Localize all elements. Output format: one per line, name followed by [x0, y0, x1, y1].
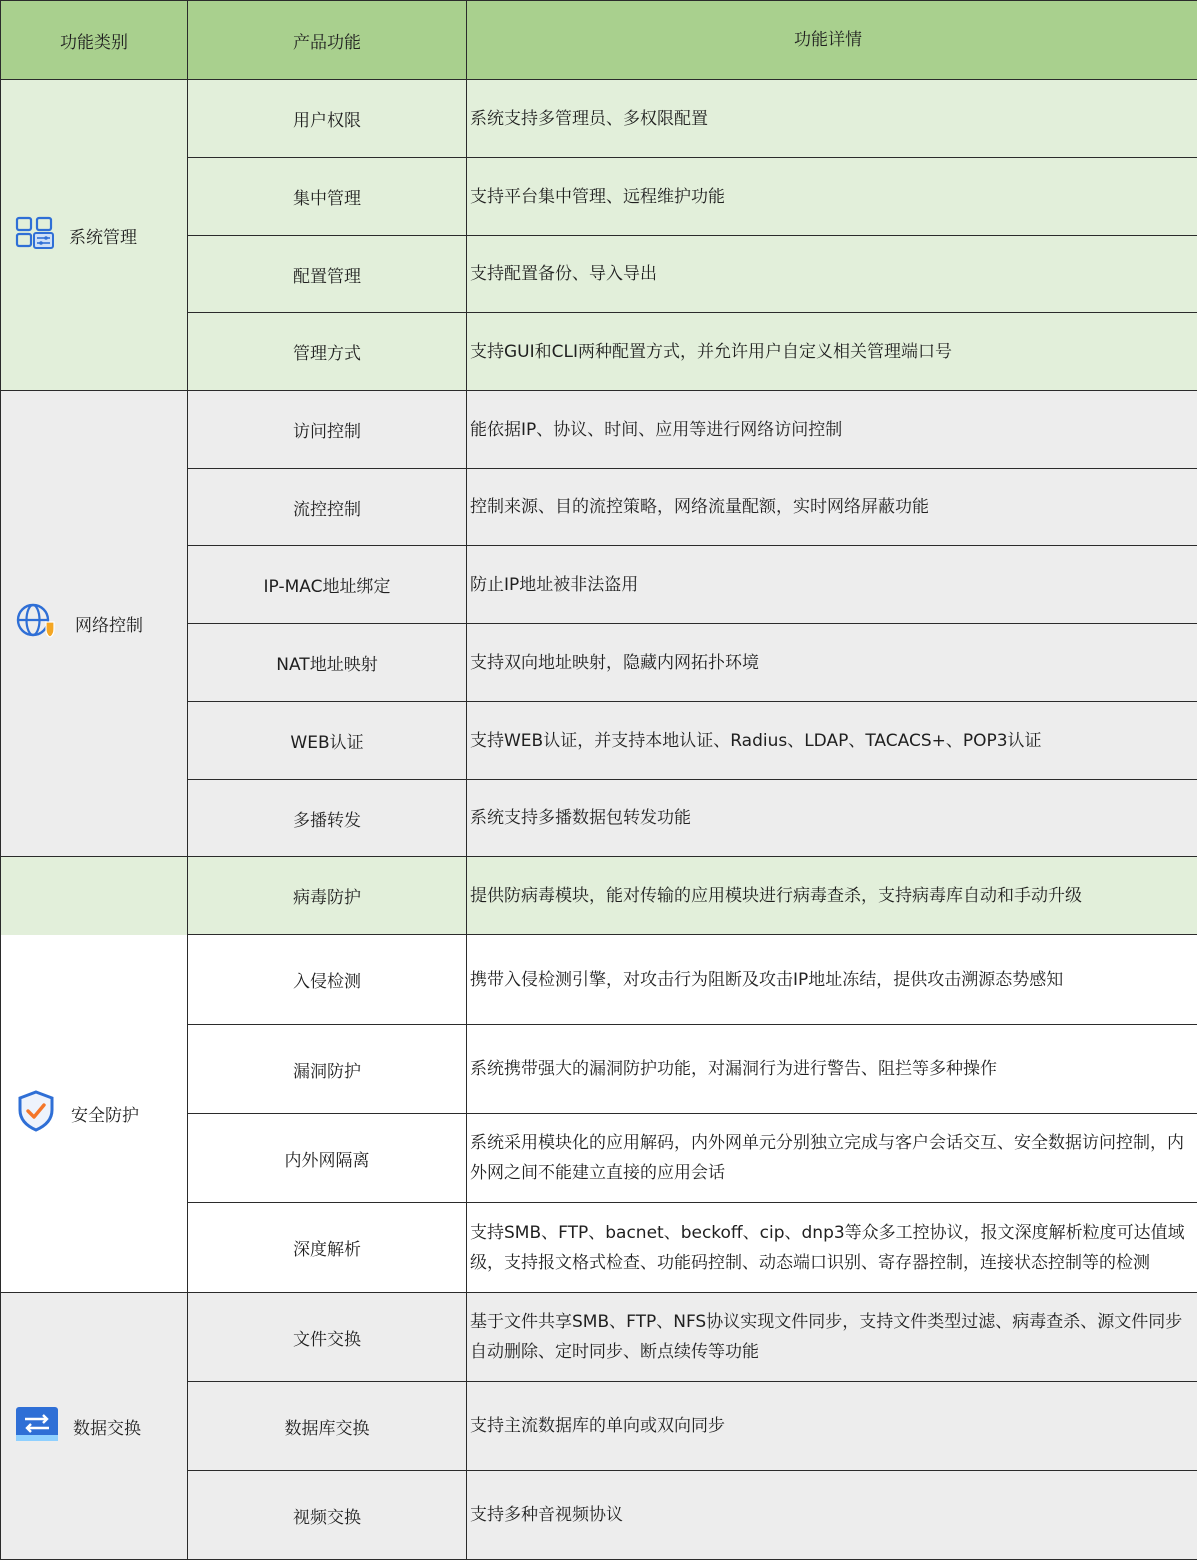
category-label: 数据交换 — [73, 1418, 141, 1439]
detail-cell: 防止IP地址被非法盗用 — [467, 546, 1197, 624]
header-category: 功能类别 — [1, 1, 188, 80]
category-label: 安全防护 — [71, 1106, 139, 1126]
header-feature: 产品功能 — [188, 1, 467, 80]
detail-cell: 系统采用模块化的应用解码，内外网单元分别独立完成与客户会话交互、安全数据访问控制，内外网之间不能建立直接的应用会话 — [467, 1114, 1197, 1203]
shield-check-icon — [15, 1089, 57, 1138]
feature-cell: 文件交换 — [188, 1293, 467, 1382]
detail-cell: 支持GUI和CLI两种配置方式，并允许用户自定义相关管理端口号 — [467, 313, 1197, 391]
feature-cell: 深度解析 — [188, 1203, 467, 1293]
detail-cell: 携带入侵检测引擎，对攻击行为阻断及攻击IP地址冻结，提供攻击溯源态势感知 — [467, 935, 1197, 1025]
feature-cell: 多播转发 — [188, 780, 467, 857]
category-data-exchange — [1, 1293, 188, 1560]
detail-cell: 支持平台集中管理、远程维护功能 — [467, 158, 1197, 236]
feature-cell: 病毒防护 — [188, 857, 467, 935]
feature-cell: 漏洞防护 — [188, 1025, 467, 1114]
feature-cell: WEB认证 — [188, 702, 467, 780]
detail-cell: 支持主流数据库的单向或双向同步 — [467, 1382, 1197, 1471]
category-label: 系统管理 — [69, 227, 137, 248]
category-network-control — [1, 391, 188, 857]
detail-cell: 基于文件共享SMB、FTP、NFS协议实现文件同步，支持文件类型过滤、病毒查杀、源文件同步自动删除、定时同步、断点续传等功能 — [467, 1293, 1197, 1382]
network-globe-icon — [15, 602, 61, 645]
detail-cell: 支持多种音视频协议 — [467, 1471, 1197, 1560]
feature-cell: 集中管理 — [188, 158, 467, 236]
data-exchange-icon — [15, 1406, 59, 1447]
feature-cell: NAT地址映射 — [188, 624, 467, 702]
feature-cell: 内外网隔离 — [188, 1114, 467, 1203]
detail-cell: 系统携带强大的漏洞防护功能，对漏洞行为进行警告、阻拦等多种操作 — [467, 1025, 1197, 1114]
system-management-icon — [15, 216, 55, 255]
category-spacer — [1, 857, 188, 935]
category-system-management — [1, 80, 188, 391]
detail-cell: 支持配置备份、导入导出 — [467, 236, 1197, 313]
feature-cell: 配置管理 — [188, 236, 467, 313]
detail-cell: 支持WEB认证，并支持本地认证、Radius、LDAP、TACACS+、POP3认证 — [467, 702, 1197, 780]
detail-cell: 控制来源、目的流控策略，网络流量配额，实时网络屏蔽功能 — [467, 469, 1197, 546]
detail-cell: 支持双向地址映射，隐藏内网拓扑环境 — [467, 624, 1197, 702]
header-detail: 功能详情 — [467, 1, 1197, 80]
feature-cell: 访问控制 — [188, 391, 467, 469]
detail-cell: 系统支持多管理员、多权限配置 — [467, 80, 1197, 158]
feature-cell: 视频交换 — [188, 1471, 467, 1560]
feature-cell: 入侵检测 — [188, 935, 467, 1025]
feature-cell: 数据库交换 — [188, 1382, 467, 1471]
category-label: 网络控制 — [75, 616, 143, 636]
feature-cell: 用户权限 — [188, 80, 467, 158]
detail-cell: 提供防病毒模块，能对传输的应用模块进行病毒查杀，支持病毒库自动和手动升级 — [467, 857, 1197, 935]
category-security-protection — [1, 935, 188, 1293]
feature-cell: 管理方式 — [188, 313, 467, 391]
detail-cell: 系统支持多播数据包转发功能 — [467, 780, 1197, 857]
detail-cell: 支持SMB、FTP、bacnet、beckoff、cip、dnp3等众多工控协议，报文深度解析粒度可达值域级，支持报文格式检查、功能码控制、动态端口识别、寄存器控制，连接状态控制等的检测 — [467, 1203, 1197, 1293]
feature-cell: 流控控制 — [188, 469, 467, 546]
feature-cell: IP-MAC地址绑定 — [188, 546, 467, 624]
detail-cell: 能依据IP、协议、时间、应用等进行网络访问控制 — [467, 391, 1197, 469]
